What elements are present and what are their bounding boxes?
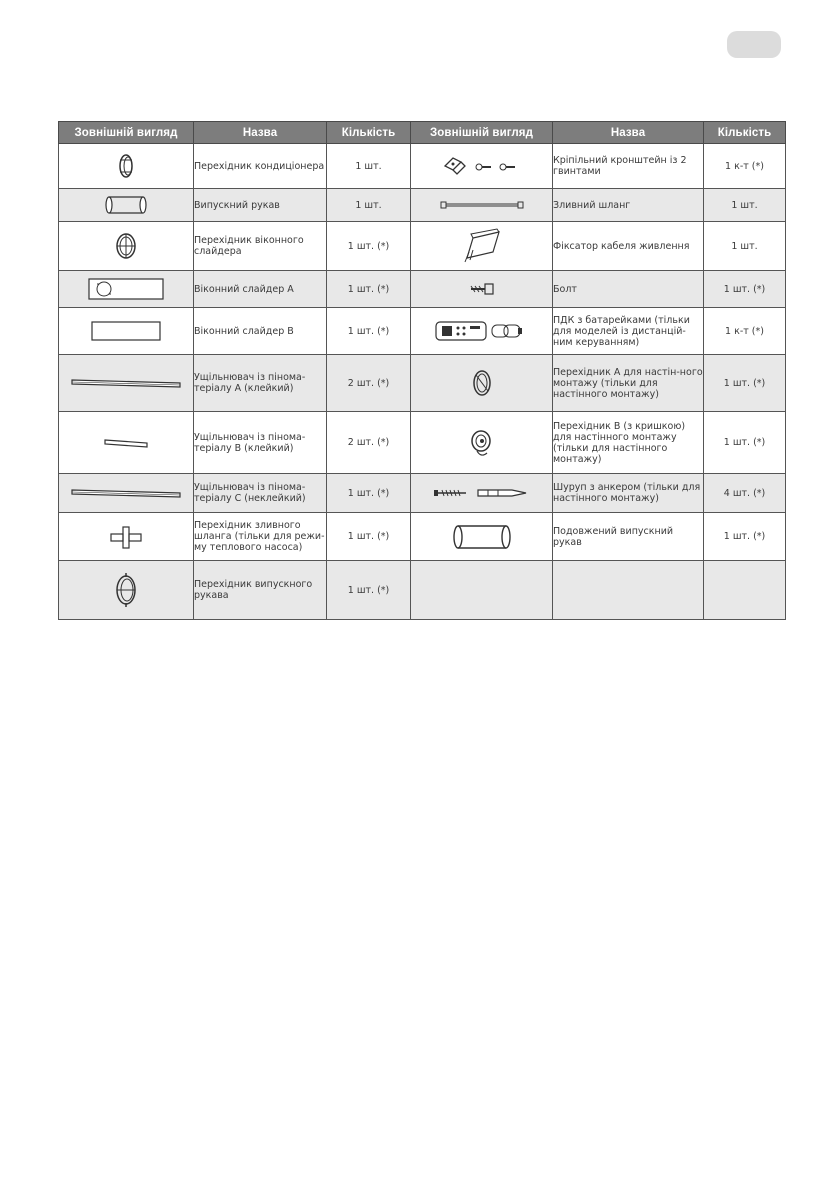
remote-control-icon bbox=[411, 308, 553, 355]
item-quantity: 1 шт. (*) bbox=[704, 271, 786, 308]
item-quantity: 1 шт. (*) bbox=[704, 355, 786, 412]
foam-seal-c-icon bbox=[59, 474, 194, 513]
item-quantity: 4 шт. (*) bbox=[704, 474, 786, 513]
item-quantity bbox=[704, 561, 786, 620]
window-slider-adapter-icon bbox=[59, 222, 194, 271]
item-name: Перехідник зливного шланга (тільки для режи-му теплового насоса) bbox=[194, 513, 327, 561]
item-name: Перехідник віконного слайдера bbox=[194, 222, 327, 271]
item-name: ПДК з батарейками (тільки для моделей із дистанцій-ним керуванням) bbox=[553, 308, 704, 355]
item-quantity: 1 шт. bbox=[704, 222, 786, 271]
wall-adapter-a-icon bbox=[411, 355, 553, 412]
power-cable-clip-icon bbox=[411, 222, 553, 271]
accessories-table bbox=[58, 121, 786, 620]
item-name: Ущільнювач із пінома-теріалу А (клейкий) bbox=[194, 355, 327, 412]
item-name: Перехідник В (з кришкою) для настінного монтажу (тільки для настінного монтажу) bbox=[553, 412, 704, 474]
bolt-icon bbox=[411, 271, 553, 308]
table-row bbox=[59, 412, 786, 474]
item-name: Кріпільний кронштейн із 2 гвинтами bbox=[553, 144, 704, 189]
item-name: Перехідник випускного рукава bbox=[194, 561, 327, 620]
table-row bbox=[59, 222, 786, 271]
screw-anchor-icon bbox=[411, 474, 553, 513]
item-name: Ущільнювач із пінома-теріалу В (клейкий) bbox=[194, 412, 327, 474]
item-name: Фіксатор кабеля живлення bbox=[553, 222, 704, 271]
mounting-bracket-icon bbox=[411, 144, 553, 189]
item-name: Болт bbox=[553, 271, 704, 308]
item-quantity: 1 шт. (*) bbox=[327, 474, 411, 513]
exhaust-hose-adapter-icon bbox=[59, 561, 194, 620]
item-quantity: 1 шт. (*) bbox=[327, 271, 411, 308]
item-quantity: 1 шт. bbox=[327, 144, 411, 189]
item-name: Випускний рукав bbox=[194, 189, 327, 222]
item-name: Подовжений випускний рукав bbox=[553, 513, 704, 561]
table-row bbox=[59, 355, 786, 412]
extended-exhaust-hose-icon bbox=[411, 513, 553, 561]
table-row bbox=[59, 308, 786, 355]
item-quantity: 1 шт. (*) bbox=[327, 561, 411, 620]
empty-cell bbox=[411, 561, 553, 620]
item-name: Ущільнювач із пінома-теріалу С (неклейкий) bbox=[194, 474, 327, 513]
foam-seal-a-icon bbox=[59, 355, 194, 412]
item-quantity: 1 шт. (*) bbox=[327, 308, 411, 355]
header-appearance: Зовнішній вигляд bbox=[411, 122, 553, 144]
wall-adapter-b-icon bbox=[411, 412, 553, 474]
item-quantity: 1 шт. (*) bbox=[327, 222, 411, 271]
item-name bbox=[553, 561, 704, 620]
window-slider-b-icon bbox=[59, 308, 194, 355]
air-conditioner-adapter-icon bbox=[59, 144, 194, 189]
table-row bbox=[59, 189, 786, 222]
item-quantity: 2 шт. (*) bbox=[327, 412, 411, 474]
table-row bbox=[59, 271, 786, 308]
page-tab bbox=[727, 31, 781, 58]
item-quantity: 1 шт. (*) bbox=[327, 513, 411, 561]
table-header-row bbox=[59, 122, 786, 144]
table-row bbox=[59, 513, 786, 561]
item-quantity: 1 к-т (*) bbox=[704, 144, 786, 189]
header-name: Назва bbox=[553, 122, 704, 144]
item-quantity: 1 к-т (*) bbox=[704, 308, 786, 355]
item-name: Зливний шланг bbox=[553, 189, 704, 222]
table-row bbox=[59, 144, 786, 189]
item-quantity: 1 шт. bbox=[704, 189, 786, 222]
item-quantity: 1 шт. bbox=[327, 189, 411, 222]
window-slider-a-icon bbox=[59, 271, 194, 308]
item-quantity: 1 шт. (*) bbox=[704, 412, 786, 474]
item-name: Перехідник кондиціонера bbox=[194, 144, 327, 189]
table-row bbox=[59, 561, 786, 620]
header-quantity: Кількість bbox=[704, 122, 786, 144]
drain-hose-adapter-icon bbox=[59, 513, 194, 561]
item-quantity: 1 шт. (*) bbox=[704, 513, 786, 561]
item-name: Віконний слайдер А bbox=[194, 271, 327, 308]
foam-seal-b-icon bbox=[59, 412, 194, 474]
item-name: Віконний слайдер В bbox=[194, 308, 327, 355]
table-row bbox=[59, 474, 786, 513]
header-appearance: Зовнішній вигляд bbox=[59, 122, 194, 144]
drain-hose-icon bbox=[411, 189, 553, 222]
header-name: Назва bbox=[194, 122, 327, 144]
item-name: Шуруп з анкером (тільки для настінного монтажу) bbox=[553, 474, 704, 513]
item-name: Перехідник А для настін-ного монтажу (тільки для настінного монтажу) bbox=[553, 355, 704, 412]
exhaust-hose-icon bbox=[59, 189, 194, 222]
header-quantity: Кількість bbox=[327, 122, 411, 144]
item-quantity: 2 шт. (*) bbox=[327, 355, 411, 412]
